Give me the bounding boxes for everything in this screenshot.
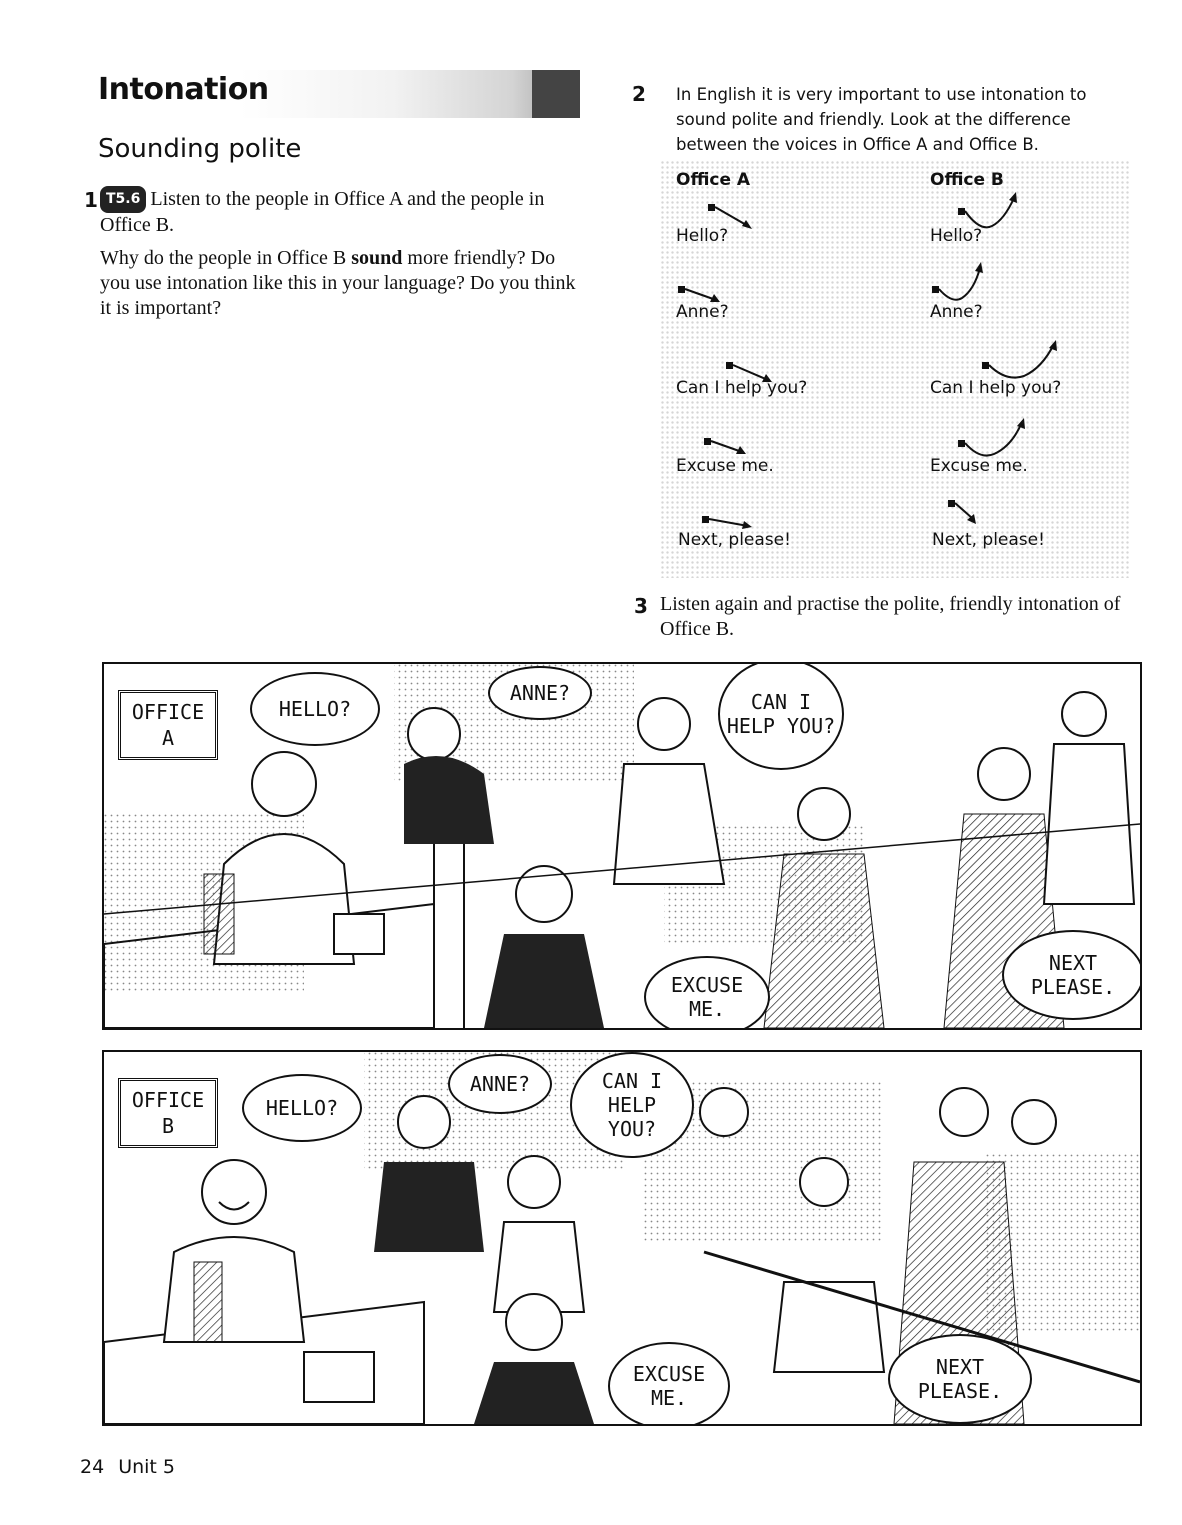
exercise-1 bbox=[100, 186, 590, 321]
speech-bubble-hello: HELLO? bbox=[242, 1074, 362, 1142]
page-title: Intonation bbox=[98, 72, 269, 107]
office-b-phrase-anne: Anne? bbox=[930, 302, 983, 322]
speech-bubble-hello: HELLO? bbox=[250, 672, 380, 746]
office-a-phrase-help: Can I help you? bbox=[676, 378, 808, 398]
speech-bubble-can-i-help: CAN I HELP YOU? bbox=[718, 662, 844, 770]
office-a-sign: OFFICE A bbox=[118, 690, 218, 760]
exercise-1-number: 1 bbox=[84, 188, 98, 212]
office-b-phrase-next: Next, please! bbox=[932, 530, 1045, 550]
page-number: 24 bbox=[80, 1456, 105, 1478]
office-b-sign: OFFICE B bbox=[118, 1078, 218, 1148]
exercise-3-number: 3 bbox=[634, 594, 648, 618]
speech-bubble-anne: ANNE? bbox=[448, 1054, 552, 1114]
title-band-accent bbox=[532, 70, 580, 118]
cartoon-office-a bbox=[102, 662, 1142, 1030]
speech-bubble-can-i-help: CAN I HELP YOU? bbox=[570, 1052, 694, 1158]
office-b-phrase-excuse: Excuse me. bbox=[930, 456, 1028, 476]
falling-intonation-icon bbox=[946, 496, 986, 532]
office-a-phrase-next: Next, please! bbox=[678, 530, 791, 550]
office-a-heading: Office A bbox=[676, 170, 751, 190]
speech-bubble-next-please: NEXT PLEASE. bbox=[888, 1334, 1032, 1424]
office-b-heading: Office B bbox=[930, 170, 1004, 190]
page-subtitle: Sounding polite bbox=[98, 134, 302, 164]
office-a-phrase-excuse: Excuse me. bbox=[676, 456, 774, 476]
audio-track-badge[interactable]: T5.6 bbox=[100, 186, 146, 213]
speech-bubble-anne: ANNE? bbox=[488, 666, 592, 720]
speech-bubble-excuse-me: EXCUSE ME. bbox=[608, 1342, 730, 1426]
intonation-panel bbox=[660, 160, 1130, 578]
exercise-1-instruction: Listen to the people in Office A and the people in Office B. bbox=[100, 188, 545, 236]
speech-bubble-next-please: NEXT PLEASE. bbox=[1002, 930, 1142, 1020]
exercise-1-questions: Why do the people in Office B sound more friendly? Do you use intonation like this in your language? Do you think it is important? bbox=[100, 247, 576, 319]
page-footer bbox=[80, 1456, 175, 1478]
office-b-phrase-hello: Hello? bbox=[930, 226, 983, 246]
exercise-2-number: 2 bbox=[632, 82, 646, 106]
exercise-2-text: In English it is very important to use intonation to sound polite and friendly. Look at the difference between the voices in Office A and Office B. bbox=[676, 85, 1087, 154]
exercise-3-text: Listen again and practise the polite, friendly intonation of Office B. bbox=[660, 593, 1121, 640]
speech-bubble-excuse-me: EXCUSE ME. bbox=[644, 956, 770, 1030]
rise-fall-rise-intonation-icon bbox=[930, 260, 990, 306]
office-a-phrase-hello: Hello? bbox=[676, 226, 729, 246]
office-a-phrase-anne: Anne? bbox=[676, 302, 729, 322]
cartoon-office-b bbox=[102, 1050, 1142, 1426]
title-band bbox=[240, 70, 580, 118]
unit-label: Unit 5 bbox=[118, 1456, 175, 1478]
office-b-phrase-help: Can I help you? bbox=[930, 378, 1062, 398]
